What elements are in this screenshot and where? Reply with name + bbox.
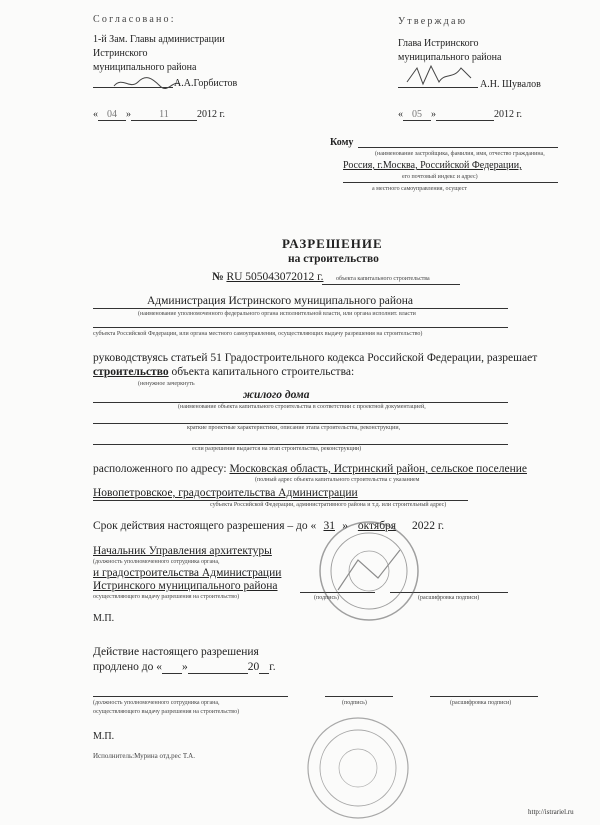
- guided-text: руководствуясь статьей 51 Градостроительного кодекса Российской Федерации, разрешает: [93, 352, 538, 364]
- location-hint-2: субъекта Российской Федерации, административного района и т.д. или строительный адрес): [210, 502, 447, 508]
- official-line-1: Начальник Управления архитектуры: [93, 545, 272, 557]
- validity-line: Срок действия настоящего разрешения – до « 31 » октября 2022 г.: [93, 520, 445, 532]
- official-hint-2: осуществляющего выдачу разрешения на строительство): [93, 594, 240, 600]
- approved-position-3: муниципального района: [93, 62, 197, 73]
- official-line-2: и градостроительства Администрации: [93, 567, 282, 579]
- brief-hint: краткие проектные характеристики, описание этапа строительства, реконструкции,: [187, 425, 401, 431]
- official-stamp: [318, 520, 420, 622]
- location-value-2: Новопетровское, градостроительства Администрации: [93, 487, 358, 499]
- extended-decode-hint: (расшифровка подписи): [450, 700, 512, 706]
- extended-hint-2: осуществляющего выдачу разрешения на строительство): [93, 709, 240, 715]
- official-line-3: Истринского муниципального района: [93, 580, 278, 592]
- confirm-position-1: Глава Истринского: [398, 38, 479, 49]
- approved-heading: Согласовано:: [93, 14, 176, 25]
- location-line: расположенного по адресу: Московская область, Истринский район, сельское поселение: [93, 463, 527, 475]
- permit-subtitle: на строительство: [288, 253, 379, 265]
- object-hint: (наименование объекта капитального строительства в соответствии с проектной документацией,: [178, 404, 426, 410]
- to-hint-2: его почтовый индекс и адрес): [402, 174, 478, 180]
- approved-position-1: 1-й Зам. Главы администрации: [93, 34, 225, 45]
- stage-hint: если разрешение выдается на этап строительства, реконструкции): [192, 446, 362, 452]
- permit-number-hint: объекта капитального строительства: [336, 276, 430, 282]
- approved-position-2: Истринского: [93, 48, 148, 59]
- confirm-date: « 05 » 2012 г.: [398, 109, 522, 120]
- to-hint-3: а местного самоуправления, осущест: [372, 186, 467, 192]
- permit-number: № RU 505043072012 г.: [212, 271, 324, 283]
- official-mp: М.П.: [93, 613, 115, 624]
- extended-sign-hint: (подпись): [342, 700, 367, 706]
- source-url: http://istrariel.ru: [528, 808, 574, 816]
- extended-stamp: [306, 716, 410, 820]
- issuer-hint-2: субъекта Российской Федерации, или органа местного самоуправления, осуществляющих выдачу разрешения на строительство): [93, 331, 423, 337]
- confirm-position-2: муниципального района: [398, 52, 502, 63]
- to-hint-1: (наименование застройщика, фамилия, имя, отчество гражданина,: [375, 151, 545, 157]
- extended-line-2: продлено до « » 20 г.: [93, 661, 276, 673]
- issuer-hint-1: (наименование уполномоченного федерального органа исполнительной власти, или органа исполнит. власти: [138, 311, 416, 317]
- confirm-sig-name: А.Н. Шувалов: [480, 79, 541, 90]
- to-label: Кому: [330, 137, 354, 148]
- extended-hint-1: (должность уполномоченного сотрудника органа,: [93, 700, 220, 706]
- official-decode-hint: (расшифровка подписи): [418, 595, 480, 601]
- to-address: Россия, г.Москва, Российской Федерации,: [343, 160, 522, 171]
- strike-hint: (ненужное зачеркнуть: [138, 381, 195, 387]
- executor: Исполнитель:Мурина отд.рес Т.А.: [93, 752, 195, 760]
- confirm-heading: Утверждаю: [398, 16, 468, 27]
- issuer-name: Администрация Истринского муниципального района: [147, 295, 414, 307]
- permit-title: РАЗРЕШЕНИЕ: [282, 236, 383, 251]
- build-line: строительство объекта капитального строительства:: [93, 366, 355, 378]
- confirm-signature: [405, 62, 477, 88]
- location-hint-1: (полный адрес объекта капитального строительства с указанием: [255, 477, 420, 483]
- approved-signature: [112, 74, 182, 92]
- approved-date: « 04 » 11 2012 г.: [93, 109, 225, 120]
- approved-sig-name: А.А.Горбистов: [174, 78, 238, 89]
- object-name: жилого дома: [243, 389, 310, 401]
- extended-line-1: Действие настоящего разрешения: [93, 646, 259, 658]
- official-sign-hint: (подпись): [314, 595, 339, 601]
- extended-mp: М.П.: [93, 731, 115, 742]
- official-hint-1: (должность уполномоченного сотрудника органа,: [93, 559, 220, 565]
